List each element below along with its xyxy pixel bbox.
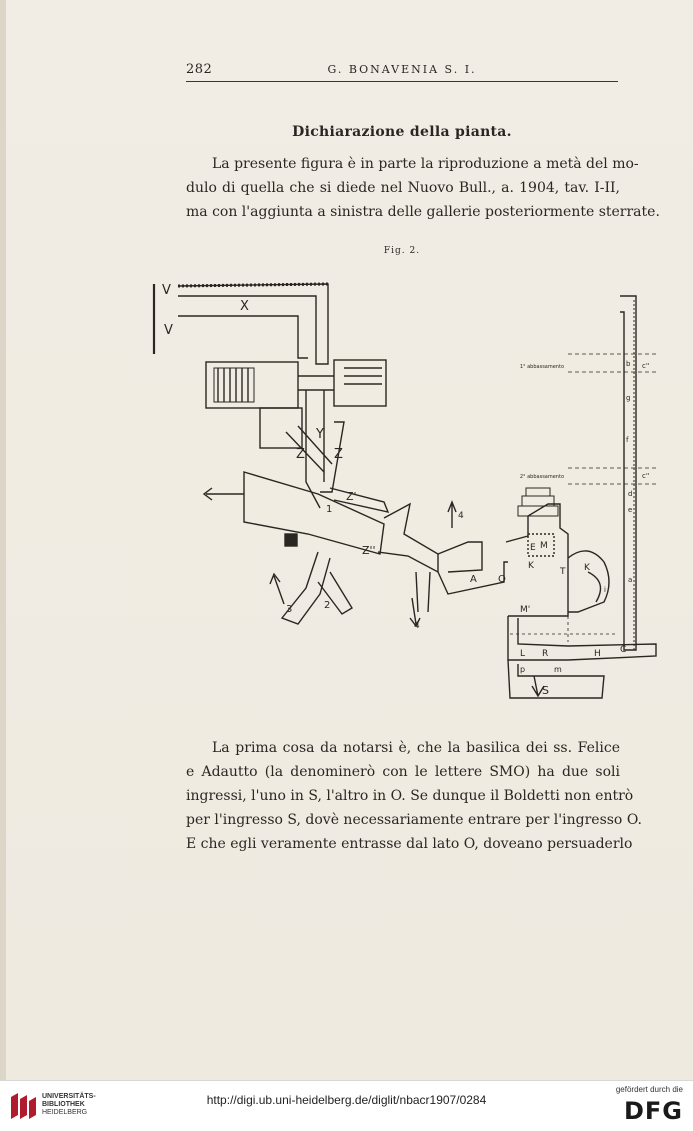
label-f: f	[626, 436, 629, 444]
label-t: T	[560, 567, 566, 577]
intro-line-3: ma con l'aggiunta a sinistra delle gallerie posteriormente sterrate.	[186, 204, 660, 220]
label-v1: V	[162, 283, 171, 298]
label-z-dblprime: Z''	[362, 544, 376, 557]
label-k2: K	[584, 563, 590, 573]
arrow-left	[204, 488, 244, 500]
source-url-link[interactable]: http://digi.ub.uni-heidelberg.de/diglit/nbacr1907/0284	[206, 1093, 487, 1107]
label-s: S	[542, 684, 549, 697]
digitization-footer	[0, 1080, 693, 1131]
label-lowering-1: 1° abbassamento	[519, 364, 564, 370]
label-l: L	[520, 649, 526, 659]
label-c: C	[620, 645, 627, 655]
label-one: 1	[326, 504, 333, 515]
catacomb-plan-figure	[148, 272, 668, 712]
label-o: O	[498, 574, 506, 585]
page-edge	[0, 0, 6, 1080]
label-b: b	[626, 360, 631, 368]
label-c-prime2: c''	[642, 472, 650, 480]
label-a: A	[470, 574, 477, 585]
label-i: i	[604, 586, 606, 594]
gallery-z-prime	[330, 488, 388, 512]
gallery-middle	[378, 504, 438, 572]
label-m: M	[540, 541, 548, 551]
label-lowering-2: 2° abbassamento	[519, 474, 564, 480]
page-number: 282	[186, 62, 213, 77]
label-v2: V	[164, 323, 173, 338]
funded-by-text: gefördert durch die	[615, 1085, 683, 1094]
body-line-3: ingressi, l'uno in S, l'altro in O. Se dunque il Boldetti non entrò	[186, 788, 634, 804]
section-title: Dichiarazione della pianta.	[292, 124, 512, 140]
label-c-prime: c''	[642, 362, 650, 370]
label-d: d	[628, 490, 633, 498]
label-arrow-4a: 4	[414, 621, 420, 631]
label-e-small: e	[628, 506, 633, 514]
label-m-prime: M'	[520, 605, 531, 615]
label-p: p	[520, 665, 526, 674]
label-a-small: a	[628, 576, 633, 584]
gallery-x	[178, 284, 328, 364]
apse	[568, 551, 609, 612]
label-two: 2	[324, 600, 331, 611]
figure-label: Fig. 2.	[383, 246, 421, 256]
catacomb-plan-drawing	[148, 272, 668, 712]
label-arrow-4b: 4	[458, 511, 464, 521]
chamber-block	[206, 362, 298, 408]
intro-line-1: La presente figura è in parte la riproduzione a metà del mo-	[212, 156, 639, 172]
main-hall	[244, 472, 384, 554]
label-three: 3	[286, 604, 293, 615]
label-z-prime: Z'	[346, 490, 357, 503]
label-z1: Z	[296, 447, 305, 462]
page-header	[186, 60, 618, 82]
intro-paragraph	[186, 152, 660, 224]
body-line-5: E che egli veramente entrasse dal lato O, doveano persuaderlo	[186, 836, 633, 852]
label-z2: Z	[334, 447, 343, 462]
label-k1: K	[528, 561, 534, 571]
library-city: HEIDELBERG	[42, 1109, 88, 1116]
body-line-1: La prima cosa da notarsi è, che la basilica dei ss. Felice	[212, 740, 620, 756]
label-m-small: m	[554, 665, 562, 674]
dfg-logo: DFG	[623, 1097, 683, 1125]
library-name-line-1: UNIVERSITÄTS-	[42, 1093, 96, 1100]
body-line-4: per l'ingresso S, dovè necessariamente entrare per l'ingresso O.	[186, 812, 642, 828]
label-h: H	[594, 649, 601, 659]
label-e: E	[530, 543, 536, 553]
label-y: Y	[316, 427, 324, 442]
library-name-line-2: BIBLIOTHEK	[42, 1101, 85, 1108]
label-r: R	[542, 649, 549, 659]
label-g: g	[626, 394, 631, 402]
label-x: X	[240, 299, 249, 314]
basilica-wall	[506, 504, 568, 616]
body-paragraph	[186, 736, 642, 856]
chamber-right	[334, 360, 386, 406]
running-head: G. BONAVENIA S. I.	[327, 63, 477, 76]
intro-line-2: dulo di quella che si diede nel Nuovo Bull., a. 1904, tav. I-II,	[186, 180, 620, 196]
gallery-z1	[286, 426, 332, 472]
body-line-2: e Adautto (la denominerò con le lettere SMO) ha due soli	[186, 764, 620, 780]
